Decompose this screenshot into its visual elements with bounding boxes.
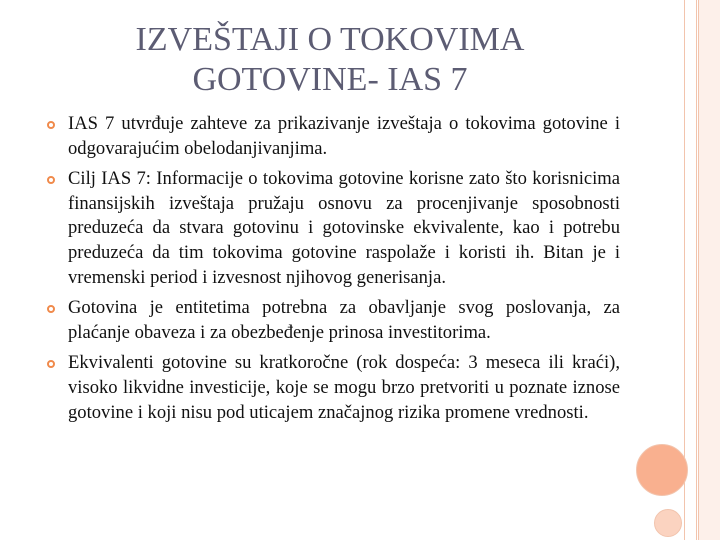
frame-line-outer	[696, 0, 697, 540]
bullet-item	[46, 296, 620, 345]
frame-band	[698, 0, 720, 540]
circle-bullet-icon	[47, 305, 55, 313]
slide-title	[90, 20, 570, 100]
bullet-text: Ekvivalenti gotovine su kratkoročne (rok dospeća: 3 meseca ili kraći), visoko likvidne investicije, koje se mogu brzo pretvoriti u poznate iznose gotovine i koji nisu pod uticajem značajnog rizika promene vrednosti.	[68, 352, 620, 423]
slide-title-line2: GOTOVINE- IAS 7	[192, 61, 468, 98]
bullet-item	[46, 351, 620, 425]
bullet-text: Gotovina je entitetima potrebna za obavljanje svog poslovanja, za plaćanje obaveza i za obezbeđenje prinosa investitorima.	[68, 297, 620, 343]
bullet-item	[46, 167, 620, 290]
circle-bullet-icon	[47, 121, 55, 129]
circle-bullet-icon	[47, 360, 55, 368]
slide-title-line1: IZVEŠTAJI O TOKOVIMA	[135, 21, 525, 58]
bullet-list	[46, 112, 620, 431]
circle-bullet-icon	[47, 176, 55, 184]
decorative-circle-small	[654, 509, 682, 537]
bullet-item	[46, 112, 620, 161]
decorative-circle-large	[636, 444, 688, 496]
bullet-text: IAS 7 utvrđuje zahteve za prikazivanje izveštaja o tokovima gotovine i odgovarajućim obelodanjivanjima.	[68, 113, 620, 159]
bullet-text: Cilj IAS 7: Informacije o tokovima gotovine korisne zato što korisnicima finansijskih izveštaja pružaju osnovu za procenjivanje sposobnosti preduzeća da stvara gotovinu i gotovinske ekvivalente, kao i potrebu preduzeća da tim tokovima gotovine raspolaže i koristi ih. Bitan je i vremenski period i izvesnost njihovog generisanja.	[68, 168, 620, 288]
